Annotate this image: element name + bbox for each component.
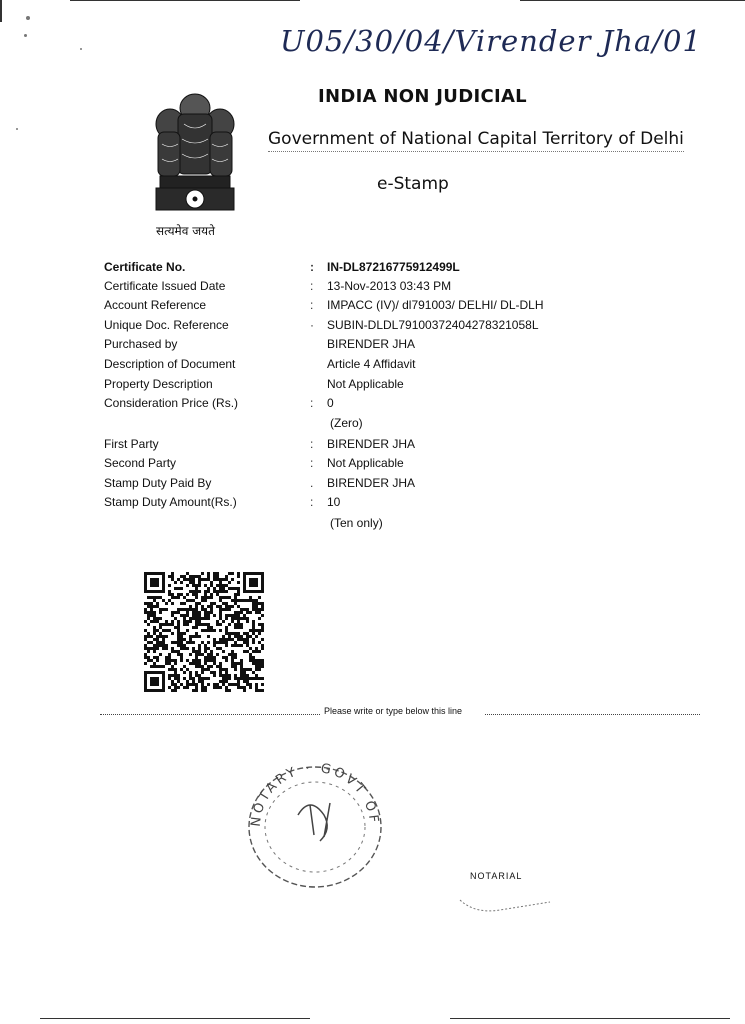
seal-text: NOTARY · GOVT OF [248, 760, 382, 828]
top-rule-left [70, 0, 300, 1]
field-label: Description of Document [104, 357, 236, 371]
field-label: Stamp Duty Paid By [104, 476, 212, 490]
field-certificate-no [104, 259, 460, 275]
government-name: Government of National Capital Territory of Delhi [268, 129, 684, 152]
field-value: IMPACC (IV)/ dl791003/ DELHI/ DL-DLH [327, 298, 544, 312]
field-separator: : [310, 396, 314, 410]
field-value: 0 [327, 396, 334, 410]
notarial-label: NOTARIAL [470, 871, 523, 881]
field-unique-doc-reference [104, 317, 539, 333]
field-value: Not Applicable [327, 377, 404, 391]
top-rule-right [520, 0, 745, 1]
field-separator: : [310, 298, 314, 312]
field-value: SUBIN-DLDL79100372404278321058L [327, 318, 539, 332]
field-label: Purchased by [104, 337, 178, 351]
field-label: Stamp Duty Amount(Rs.) [104, 495, 237, 509]
write-below-divider [100, 706, 700, 718]
field-separator: . [310, 476, 314, 490]
field-label: Second Party [104, 456, 177, 470]
scan-speck [80, 48, 82, 50]
divider-text: Please write or type below this line [324, 706, 463, 716]
field-separator: · [310, 318, 314, 332]
field-separator: : [310, 260, 314, 274]
field-label: Certificate Issued Date [104, 279, 226, 293]
field-document-description [104, 356, 416, 372]
amount-in-words: (Ten only) [330, 516, 383, 530]
field-value: IN-DL87216775912499L [327, 260, 460, 274]
top-left-corner-line [0, 0, 2, 22]
field-second-party [104, 455, 404, 471]
field-separator: : [310, 495, 314, 509]
field-value: BIRENDER JHA [327, 337, 416, 351]
field-label: Certificate No. [104, 260, 186, 274]
field-label: Account Reference [104, 298, 207, 312]
national-emblem-icon [148, 84, 242, 224]
svg-text:NOTARY · GOVT OF [249, 761, 381, 828]
divider-dotted-line [100, 714, 320, 715]
field-label: First Party [104, 437, 159, 451]
field-separator: : [310, 279, 314, 293]
document-type: e-Stamp [377, 174, 449, 194]
scan-speck [24, 34, 27, 37]
field-purchased-by [104, 336, 415, 352]
field-label: Consideration Price (Rs.) [104, 396, 239, 410]
field-label: Unique Doc. Reference [104, 318, 229, 332]
field-issued-date [104, 278, 451, 294]
field-value: 13-Nov-2013 03:43 PM [327, 279, 452, 293]
field-value: BIRENDER JHA [327, 476, 416, 490]
consideration-in-words: (Zero) [330, 416, 363, 430]
bottom-rule-right [450, 1018, 730, 1019]
qr-code-icon [144, 572, 264, 692]
field-consideration-price [104, 395, 334, 411]
field-duty-amount [104, 494, 340, 510]
page-title: INDIA NON JUDICIAL [318, 86, 527, 107]
handwritten-reference: U05/30/04/Virender Jha/01 [280, 24, 702, 58]
divider-dotted-line [485, 714, 700, 715]
field-value: Not Applicable [327, 456, 404, 470]
notarial-signature-icon [455, 880, 555, 920]
bottom-rule-left [40, 1018, 310, 1019]
notary-seal-icon [240, 755, 390, 895]
scan-speck [26, 16, 30, 20]
field-account-reference [104, 297, 544, 313]
field-value: 10 [327, 495, 341, 509]
field-value: BIRENDER JHA [327, 437, 416, 451]
emblem-motto: सत्यमेव जयते [156, 224, 215, 238]
field-property-description [104, 376, 404, 392]
field-value: Article 4 Affidavit [327, 357, 416, 371]
field-separator: : [310, 456, 314, 470]
field-label: Property Description [104, 377, 213, 391]
field-first-party [104, 436, 415, 452]
field-separator: : [310, 437, 314, 451]
field-duty-paid-by [104, 475, 415, 491]
scan-speck [16, 128, 18, 130]
